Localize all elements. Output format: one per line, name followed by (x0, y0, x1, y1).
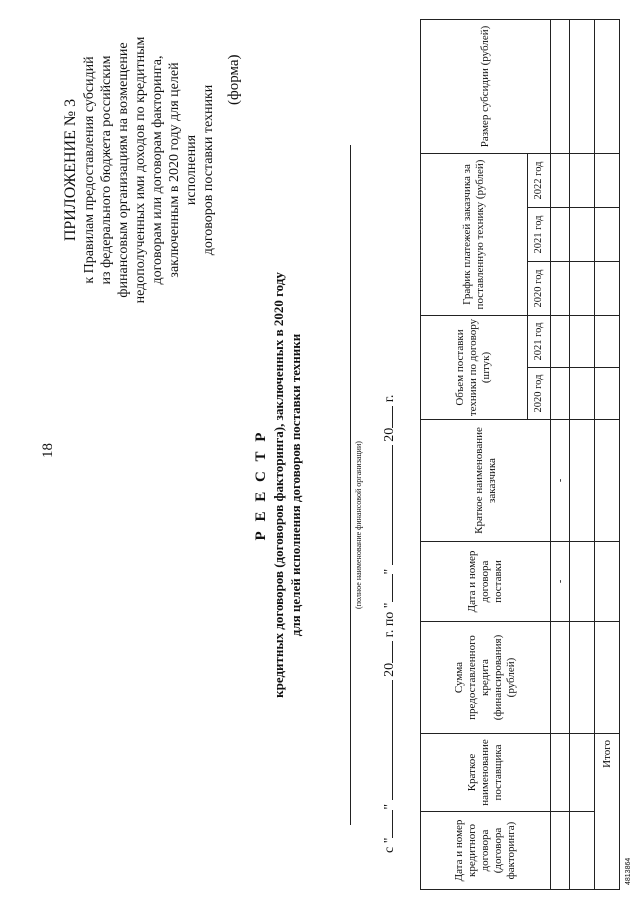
total-cell[interactable] (595, 19, 620, 153)
header-volume-year: 2021 год (527, 315, 551, 367)
period-quote-1: " (382, 803, 397, 810)
header-credit-amount: Сумма предоставленного кредита (финансирования) (рублей) (421, 622, 551, 734)
year-to-blank[interactable] (380, 406, 393, 428)
table-cell[interactable] (551, 622, 570, 734)
total-cell[interactable] (595, 368, 620, 420)
header-subsidy: Размер субсидии (рублей) (421, 19, 551, 153)
annex-line: недополученных ими доходов по кредитным (133, 36, 148, 304)
header-schedule-year: 2022 год (527, 153, 551, 207)
header-supply-contract: Дата и номер договора поставки (421, 542, 551, 622)
header-volume-year: 2020 год (527, 368, 551, 420)
total-cell[interactable] (595, 315, 620, 367)
table-row (551, 19, 570, 889)
period-year-2: 20 (382, 427, 397, 442)
annex-line: договоров поставки техники (201, 84, 216, 256)
title-line-2: для целей исполнения договоров поставки техники (288, 333, 303, 637)
table-cell[interactable] (570, 315, 595, 367)
registry-table (420, 19, 620, 890)
total-cell[interactable] (595, 420, 620, 542)
organization-name-line (350, 145, 351, 825)
period-to: г. по " (382, 602, 397, 638)
total-cell[interactable] (595, 261, 620, 315)
annex-title: ПРИЛОЖЕНИЕ № 3 (62, 98, 79, 242)
day-to-blank[interactable] (380, 574, 393, 602)
table-cell[interactable] (570, 368, 595, 420)
form-label: (форма) (226, 54, 242, 105)
table-cell-dash: - (551, 420, 570, 542)
annex-line: из федерального бюджета российским (99, 55, 114, 285)
year-from-blank[interactable] (380, 641, 393, 663)
period-year-1: 20 (382, 662, 397, 677)
header-schedule-year: 2021 год (527, 207, 551, 261)
table-cell[interactable] (570, 207, 595, 261)
table-cell[interactable] (551, 207, 570, 261)
month-from-blank[interactable] (380, 680, 393, 800)
header-schedule: График платежей заказчика за поставленную технику (рублей) (421, 153, 528, 315)
header-credit-contract: Дата и номер кредитного договора (договора факторинга) (421, 812, 551, 890)
table-cell[interactable] (570, 622, 595, 734)
header-supplier: Краткое наименование поставщика (421, 734, 551, 812)
period-end: г. (382, 394, 397, 403)
total-cell[interactable] (595, 542, 620, 622)
period-line (380, 333, 398, 853)
table-cell[interactable] (551, 19, 570, 153)
total-cell[interactable] (595, 207, 620, 261)
period-quote-2: " (382, 568, 397, 575)
table-cell[interactable] (551, 153, 570, 207)
table-cell[interactable] (551, 261, 570, 315)
table-cell[interactable] (570, 542, 595, 622)
table-row (570, 19, 595, 889)
table-cell[interactable] (551, 368, 570, 420)
annex-line: к Правилам предоставления субсидий (82, 56, 97, 284)
annex-line: договорам или договорам факторинга, (150, 55, 165, 285)
total-cell[interactable] (595, 153, 620, 207)
header-schedule-year: 2020 год (527, 261, 551, 315)
title-line-1: кредитных договоров (договоров факторинга), заключенных в 2020 году (271, 272, 286, 698)
table-cell[interactable] (551, 734, 570, 812)
table-cell[interactable] (570, 19, 595, 153)
annex-line: финансовым организациям на возмещение (116, 42, 131, 298)
table-cell[interactable] (570, 153, 595, 207)
annex-line: заключенным в 2020 году для целей исполнения (167, 62, 199, 278)
organization-caption: (полное наименование финансовой организации) (354, 441, 363, 609)
header-volume: Объем поставки техники по договору (штук) (421, 315, 528, 419)
day-from-blank[interactable] (380, 810, 393, 838)
table-cell[interactable] (570, 812, 595, 890)
period-from: с " (382, 837, 397, 853)
title-main: Р Е Е С Т Р (253, 429, 269, 541)
annex-block (62, 35, 217, 305)
print-code: 4813864 (625, 857, 632, 885)
table-cell[interactable] (570, 420, 595, 542)
organization-name-field[interactable] (342, 0, 362, 905)
table-cell[interactable] (570, 261, 595, 315)
total-label: Итого (595, 734, 620, 890)
document-title (253, 185, 304, 785)
table-cell-dash: - (551, 542, 570, 622)
month-to-blank[interactable] (380, 445, 393, 565)
total-cell[interactable] (595, 622, 620, 734)
table-cell[interactable] (551, 812, 570, 890)
page-number: 18 (40, 443, 56, 458)
table-cell[interactable] (551, 315, 570, 367)
total-row (595, 19, 620, 889)
header-customer: Краткое наименование заказчика (421, 420, 551, 542)
table-cell[interactable] (570, 734, 595, 812)
